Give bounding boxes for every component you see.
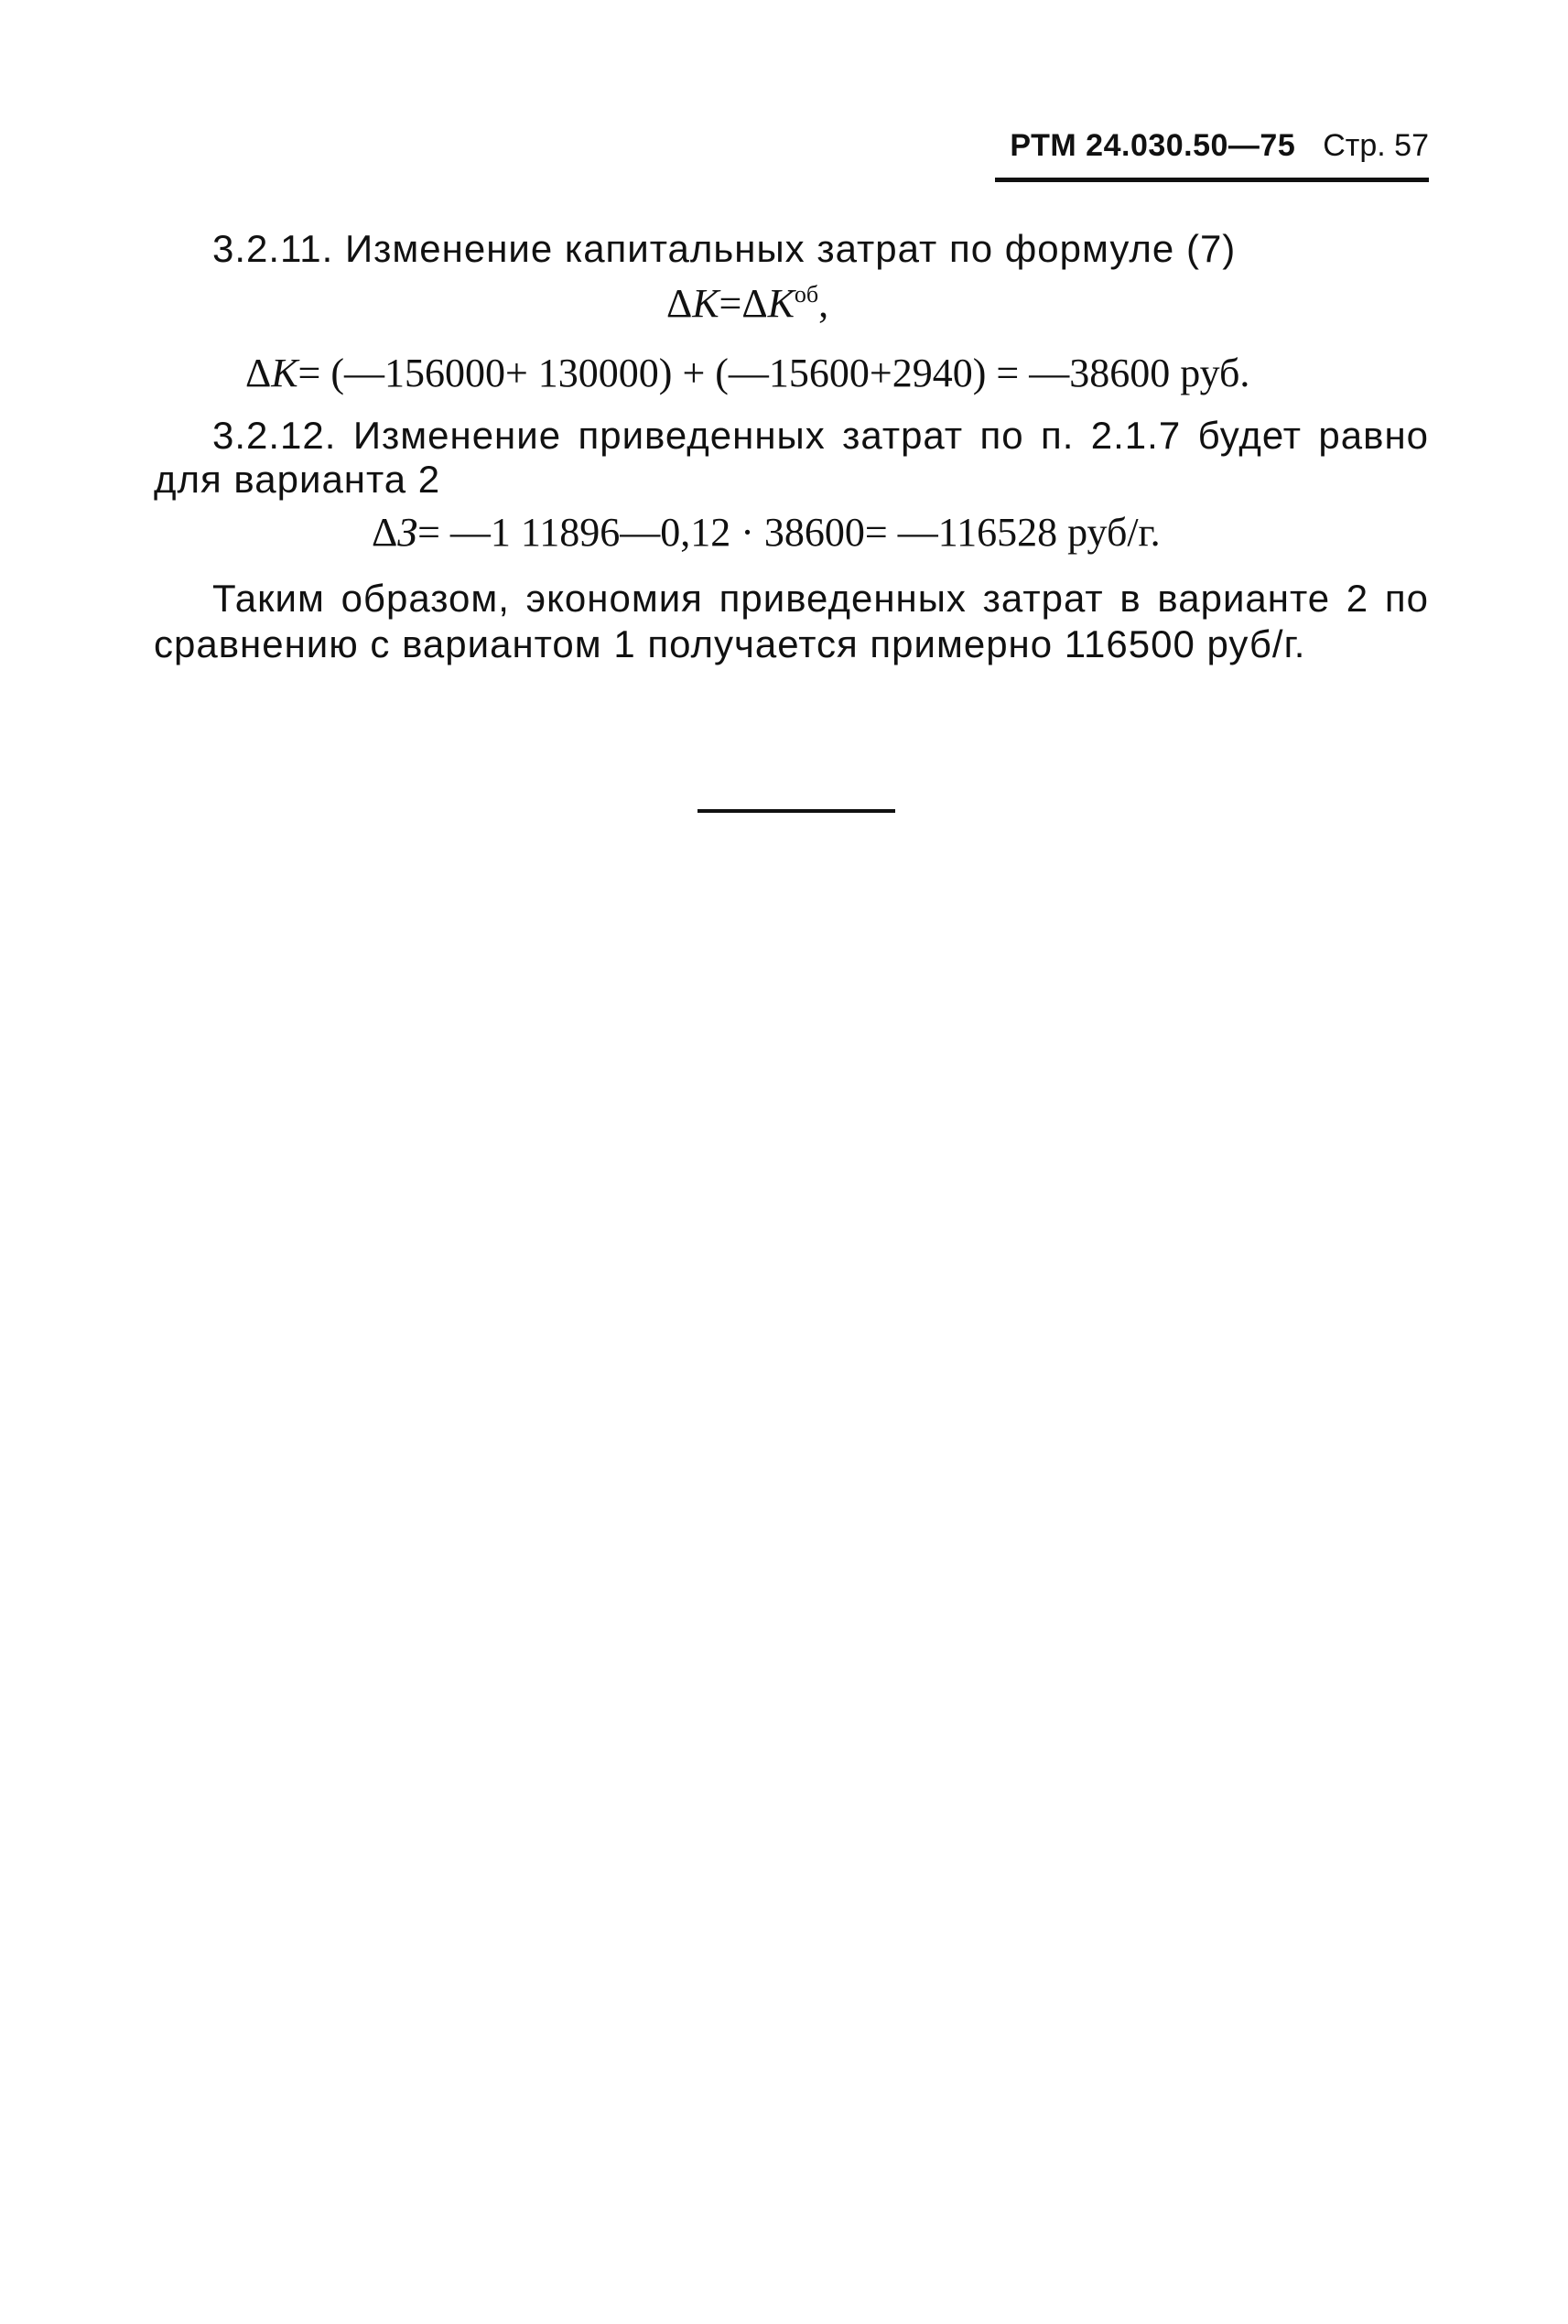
formula-delta-k-calc <box>245 350 1249 396</box>
running-header <box>1010 128 1429 164</box>
page-number: Стр. 57 <box>1323 128 1429 163</box>
formula-expression: = (—156000+ 130000) + (—15600+2940) = —38600 руб. <box>297 351 1250 395</box>
header-rule <box>995 178 1429 182</box>
paragraph-3-2-12-line-2: для варианта 2 <box>154 458 441 501</box>
formula-comma: , <box>818 281 829 326</box>
document-code: РТМ 24.030.50—75 <box>1010 128 1296 163</box>
conclusion-line-2: сравнению с вариантом 1 получается примерно 116500 руб/г. <box>154 622 1306 665</box>
formula-superscript: об <box>794 281 819 308</box>
conclusion-line-1: Таким образом, экономия приведенных затрат в варианте 2 по <box>212 577 1429 620</box>
paragraph-3-2-12-line-1: 3.2.12. Изменение приведенных затрат по п. 2.1.7 будет равно <box>212 414 1429 457</box>
formula-var-k: К <box>767 281 795 326</box>
formula-delta-k-eq <box>666 280 828 327</box>
end-rule <box>697 809 895 813</box>
formula-var-k: К <box>271 351 298 395</box>
delta-symbol: Δ <box>245 351 272 395</box>
formula-expression: = —1 11896—0,12 · 38600= —116528 руб/г. <box>417 510 1161 555</box>
paragraph-3-2-11: 3.2.11. Изменение капитальных затрат по формуле (7) <box>212 227 1237 270</box>
delta-symbol: Δ <box>666 281 693 326</box>
delta-symbol: Δ <box>372 510 398 555</box>
formula-eq: =Δ <box>719 281 768 326</box>
formula-var-k: К <box>692 281 719 326</box>
formula-var-z: З <box>397 510 418 555</box>
formula-delta-z <box>372 509 1161 556</box>
